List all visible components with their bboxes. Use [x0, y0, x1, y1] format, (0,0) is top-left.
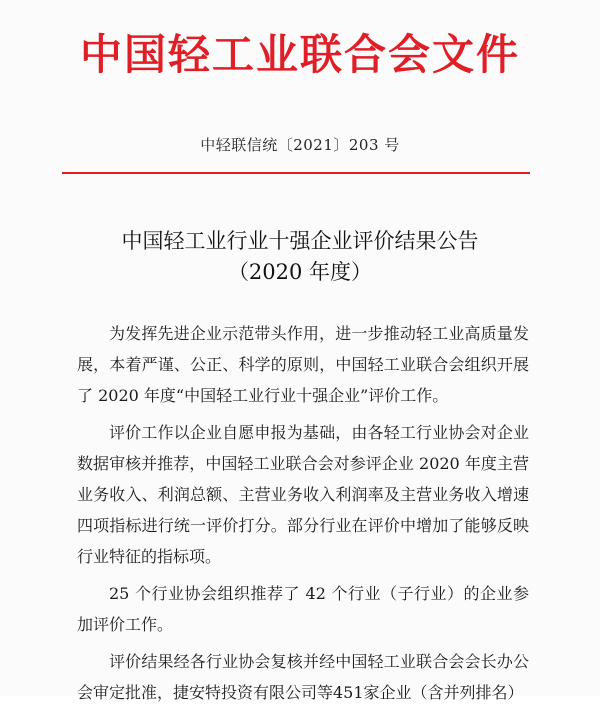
body-paragraph: 评价工作以企业自愿申报为基础，由各轻工行业协会对企业数据审核并推荐，中国轻工业联合会对参评企业 2020 年度主营业务收入、利润总额、主营业务收入利润率及主营业务收入增速四项指标进行统一评价打分。部分行业在评价中增加了能够反映行业特征的指标项。 [77, 423, 529, 566]
document-number: 中轻联信统〔2021〕203 号 [200, 136, 400, 154]
body-paragraph: 25 个行业协会组织推荐了 42 个行业（子行业）的企业参加评价工作。 [77, 584, 529, 634]
body-paragraph: 为发挥先进企业示范带头作用，进一步推动轻工业高质量发展，本着严谨、公正、科学的原则，中国轻工业联合会组织开展了 2020 年度“中国轻工业行业十强企业”评价工作。 [77, 324, 529, 405]
notice-body [77, 318, 529, 708]
notice-title: 中国轻工业行业十强企业评价结果公告 [121, 229, 479, 253]
red-divider-line [62, 172, 530, 174]
body-paragraph: 评价结果经各行业协会复核并经中国轻工业联合会会长办公会审定批准，捷安特投资有限公司等451家企业（含并列排名） [77, 652, 529, 702]
notice-subtitle: （2020 年度） [227, 260, 373, 284]
document-header-title: 中国轻工业联合会文件 [79, 30, 520, 79]
